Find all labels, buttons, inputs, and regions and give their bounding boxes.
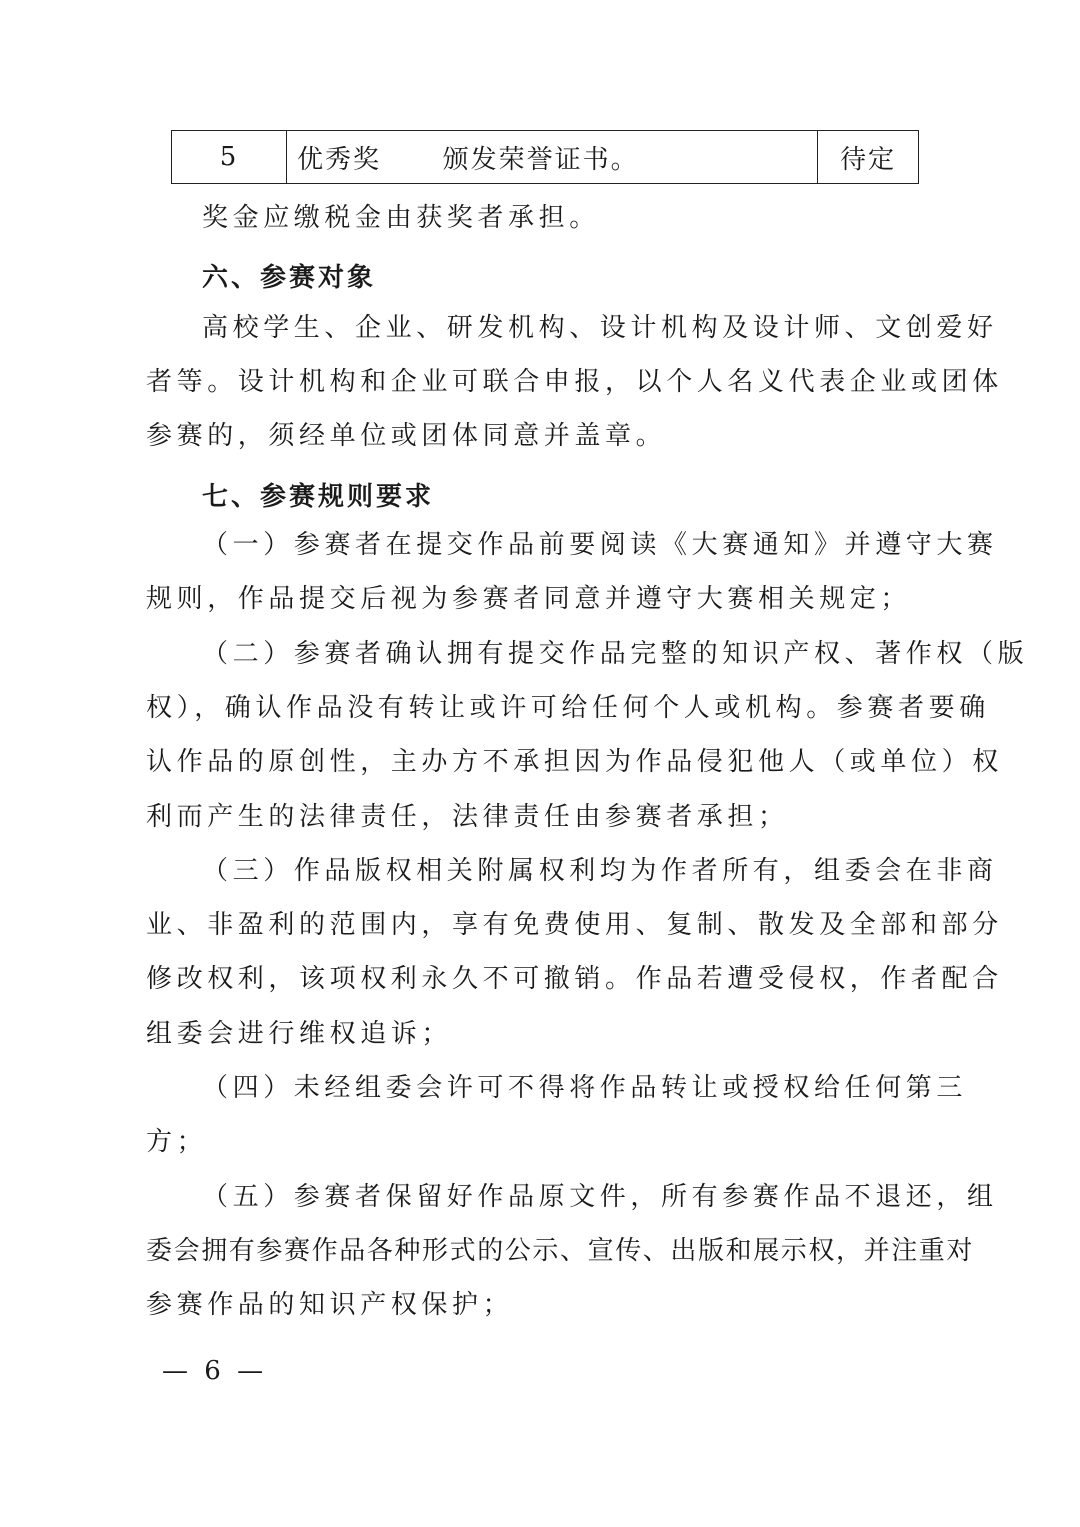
- text-line: 业、非盈利的范围内，享有免费使用、复制、散发及全部和部分: [146, 910, 1003, 941]
- text-line: 奖金应缴税金由获奖者承担。: [202, 203, 600, 233]
- section-7-heading: 七、参赛规则要求: [202, 482, 435, 512]
- text-line: 权），确认作品没有转让或许可给任何个人或机构。参赛者要确: [146, 693, 990, 724]
- page-number: — 6 —: [162, 1356, 268, 1386]
- text-line: 组委会进行维权追诉；: [146, 1018, 453, 1049]
- award-amount-cell: 待定: [818, 131, 919, 184]
- text-line: 参赛作品的知识产权保护；: [146, 1290, 514, 1321]
- text-line: 利而产生的法律责任，法律责任由参赛者承担；: [146, 801, 789, 832]
- rule-3-paragraph: [146, 844, 1003, 1061]
- text-line: 修改权利，该项权利永久不可撤销。作品若遭受侵权，作者配合: [146, 964, 1003, 995]
- award-name-cell: 优秀奖 颁发荣誉证书。: [287, 131, 818, 184]
- tax-note-paragraph: [146, 191, 946, 245]
- text-line: （一）参赛者在提交作品前要阅读《大赛通知》并遵守大赛: [202, 530, 998, 560]
- award-table: [171, 130, 919, 184]
- table-row: [172, 131, 919, 184]
- section-6-paragraph: [146, 301, 1003, 464]
- section-6-heading: 六、参赛对象: [202, 263, 377, 293]
- rule-2-paragraph: [146, 627, 1029, 844]
- rule-5-paragraph: [146, 1170, 998, 1333]
- rule-1-paragraph: [146, 518, 998, 626]
- text-line: 规则，作品提交后视为参赛者同意并遵守大赛相关规定；: [146, 584, 912, 615]
- award-rank-cell: 5: [172, 131, 287, 184]
- text-line: （五）参赛者保留好作品原文件，所有参赛作品不退还，组: [202, 1182, 998, 1212]
- rule-4-paragraph: [146, 1061, 968, 1169]
- text-line: 高校学生、企业、研发机构、设计机构及设计师、文创爱好: [202, 313, 998, 343]
- text-line: 认作品的原创性，主办方不承担因为作品侵犯他人（或单位）权: [146, 747, 1003, 778]
- text-line: 参赛的，须经单位或团体同意并盖章。: [146, 421, 667, 452]
- text-line: 委会拥有参赛作品各种形式的公示、宣传、出版和展示权，并注重对: [146, 1236, 975, 1267]
- text-line: （三）作品版权相关附属权利均为作者所有，组委会在非商: [202, 856, 998, 886]
- text-line: 者等。设计机构和企业可联合申报，以个人名义代表企业或团体: [146, 367, 1003, 398]
- text-line: （四）未经组委会许可不得将作品转让或授权给任何第三: [202, 1073, 968, 1103]
- text-line: 方；: [146, 1127, 208, 1158]
- text-line: （二）参赛者确认拥有提交作品完整的知识产权、著作权（版: [202, 639, 1029, 669]
